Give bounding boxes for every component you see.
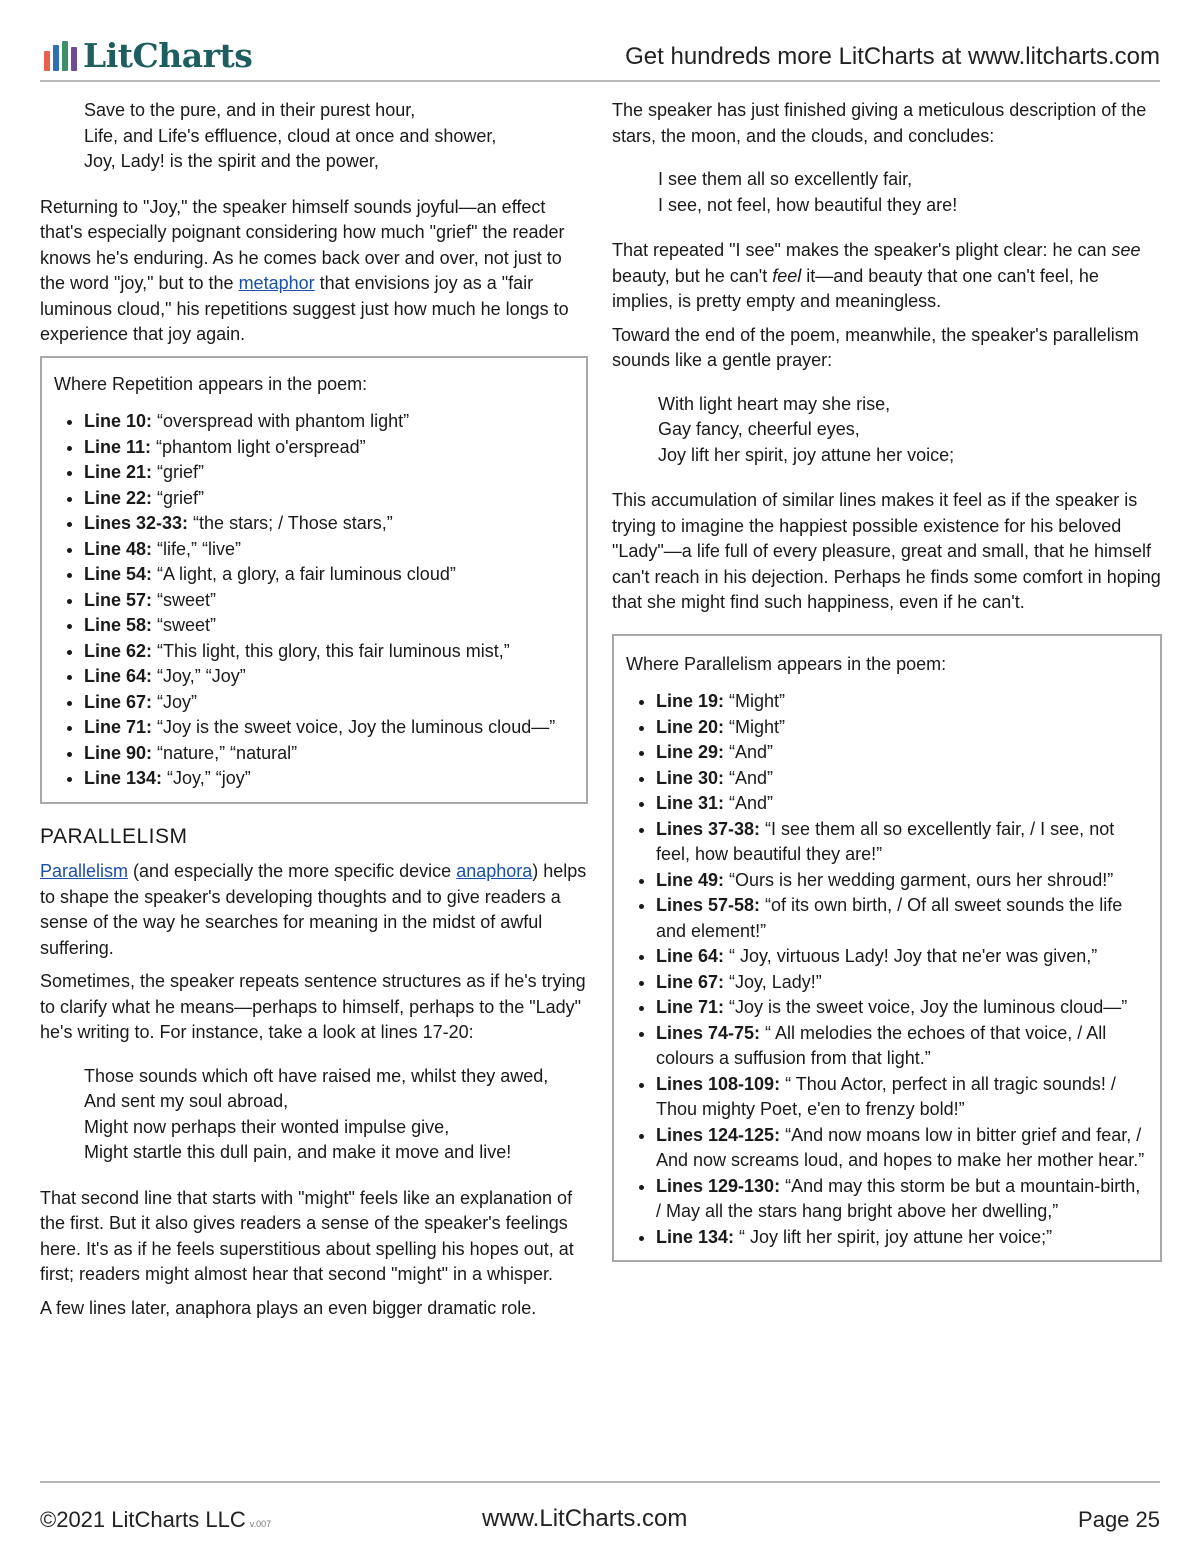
logo-bars-icon [44, 41, 77, 71]
line-reference: Line 10: [84, 411, 153, 431]
line-reference: Line 49: [656, 869, 725, 890]
quoted-text: “ Joy, virtuous Lady! Joy that ne'er was given,” [724, 946, 1098, 966]
list-item [656, 995, 1148, 1021]
quoted-text: “Joy” [152, 691, 198, 712]
version-label: v.007 [249, 1519, 272, 1529]
repetition-list [54, 409, 574, 792]
list-item [656, 689, 1148, 715]
quoted-text: “Might” [724, 716, 786, 737]
list-item [656, 893, 1148, 944]
quoted-text: “sweet” [152, 589, 217, 610]
line-reference: Line 67: [656, 971, 725, 992]
quoted-text: “And” [724, 767, 774, 788]
quoted-text: “sweet” [152, 615, 217, 635]
line-reference: Lines 37-38: [656, 818, 761, 839]
footer-url[interactable]: www.LitCharts.com [482, 1505, 688, 1532]
list-item [84, 486, 574, 512]
line-reference: Line 20: [656, 716, 725, 737]
quoted-text: “Joy is the sweet voice, Joy the luminous cloud—” [724, 997, 1128, 1017]
line-reference: Line 22: [84, 487, 153, 508]
list-item [656, 1123, 1148, 1174]
line-reference: Line 21: [84, 462, 153, 482]
quoted-text: “grief” [152, 462, 205, 482]
quote-line: Save to the pure, and in their purest hour, [84, 100, 416, 120]
list-item [84, 435, 574, 461]
line-reference: Line 64: [656, 946, 725, 966]
quoted-text: “This light, this glory, this fair luminous mist,” [152, 640, 510, 661]
list-item [84, 715, 574, 741]
line-reference: Lines 129-130: [656, 1175, 781, 1196]
list-item [656, 1021, 1148, 1072]
section-heading: PARALLELISM [40, 824, 188, 848]
quoted-text: “the stars; / Those stars,” [188, 513, 393, 533]
quoted-text: “And” [724, 742, 774, 762]
quoted-text: “Joy, Lady!” [724, 971, 822, 992]
quoted-text: “life,” “live” [152, 538, 242, 559]
line-reference: Lines 124-125: [656, 1124, 781, 1145]
quote-block [612, 167, 1162, 218]
line-reference: Line 67: [84, 691, 153, 712]
line-reference: Line 54: [84, 564, 153, 584]
metaphor-link[interactable]: metaphor [238, 273, 315, 293]
quote-line: And sent my soul abroad, [84, 1091, 289, 1111]
paragraph: Toward the end of the poem, meanwhile, the speaker's parallelism sounds like a gentle prayer: [612, 324, 1139, 370]
line-reference: Line 19: [656, 691, 725, 711]
line-reference: Line 90: [84, 742, 153, 763]
quote-line: I see, not feel, how beautiful they are! [658, 194, 958, 215]
paragraph: Sometimes, the speaker repeats sentence structures as if he's trying to clarify what he means—perhaps to himself, perhaps to the "Lady" he's writing to. For instance, take a look at lines 17-20: [40, 971, 586, 1042]
list-item [656, 868, 1148, 894]
quote-line: Life, and Life's effluence, cloud at once and shower, [84, 125, 497, 146]
header-tagline: Get hundreds more LitCharts at www.litcharts.com [625, 43, 1160, 70]
quote-line: Might startle this dull pain, and make it move and live! [84, 1142, 512, 1162]
list-item [84, 664, 574, 690]
anaphora-link[interactable]: anaphora [456, 861, 533, 881]
line-reference: Lines 74-75: [656, 1022, 761, 1043]
list-item [84, 460, 574, 486]
quote-block [40, 1064, 588, 1166]
parallelism-link[interactable]: Parallelism [40, 861, 129, 881]
list-item [656, 791, 1148, 817]
page-number: Page 25 [1078, 1507, 1160, 1532]
list-item [84, 766, 574, 792]
copyright: ©2021 LitCharts LLC v.007 [40, 1507, 272, 1532]
quoted-text: “phantom light o'erspread” [151, 436, 366, 457]
line-reference: Line 11: [84, 436, 152, 457]
quoted-text: “A light, a glory, a fair luminous cloud” [152, 564, 456, 584]
list-item [84, 613, 574, 639]
line-reference: Lines 57-58: [656, 895, 761, 915]
quoted-text: “And now moans low in bitter grief and fear, / And now screams loud, and hopes to make her mother hear.” [656, 1124, 1145, 1170]
quoted-text: “nature,” “natural” [152, 742, 298, 763]
quoted-text: “Joy,” “Joy” [152, 666, 246, 686]
quote-line: I see them all so excellently fair, [658, 169, 913, 189]
line-reference: Line 134: [84, 768, 163, 788]
quoted-text: “And” [724, 793, 774, 813]
litcharts-logo[interactable] [44, 36, 252, 75]
list-item [84, 588, 574, 614]
line-reference: Line 64: [84, 666, 153, 686]
quoted-text: “Joy is the sweet voice, Joy the luminous cloud—” [152, 717, 556, 737]
line-reference: Line 30: [656, 767, 725, 788]
list-item [656, 1174, 1148, 1225]
quoted-text: “I see them all so excellently fair, / I see, not feel, how beautiful they are!” [656, 818, 1115, 864]
quote-line: Might now perhaps their wonted impulse give, [84, 1116, 450, 1137]
line-reference: Line 31: [656, 793, 725, 813]
list-item [656, 1072, 1148, 1123]
list-item [84, 562, 574, 588]
line-reference: Line 29: [656, 742, 725, 762]
list-item [84, 690, 574, 716]
repetition-box [40, 356, 588, 804]
left-column [40, 98, 588, 1329]
line-reference: Line 71: [84, 717, 153, 737]
list-item [656, 817, 1148, 868]
quote-line: Joy, Lady! is the spirit and the power, [84, 151, 379, 171]
list-item [84, 537, 574, 563]
paragraph: That second line that starts with "might" feels like an explanation of the first. But it also gives readers a sense of the speaker's feelings here. It's as if he feels superstitious about spelling his hopes out, at first; readers might almost hear that second "might" in a whisper. [40, 1187, 574, 1284]
list-item [84, 511, 574, 537]
paragraph: The speaker has just finished giving a meticulous description of the stars, the moon, and the clouds, and concludes: [612, 100, 1147, 146]
list-item [656, 715, 1148, 741]
line-reference: Lines 32-33: [84, 513, 189, 533]
line-reference: Line 48: [84, 538, 153, 559]
quote-block [612, 392, 1162, 469]
line-reference: Line 62: [84, 640, 153, 661]
paragraph: Returning to "Joy," the speaker himself sounds joyful—an effect that's especially poignant considering how much "grief" the reader knows he's enduring. As he comes back over and over, not just to the word "joy," but to the metaphor that envisions joy as a "fair luminous cloud," his repetitions suggest just how much he longs to experience that joy again. [40, 196, 569, 344]
line-reference: Line 57: [84, 589, 153, 610]
line-reference: Line 71: [656, 997, 725, 1017]
quote-line: Joy lift her spirit, joy attune her voice; [658, 444, 955, 465]
page-footer [40, 1481, 1160, 1543]
paragraph: Parallelism (and especially the more specific device anaphora) helps to shape the speaker's developing thoughts and to give readers a sense of the way he searches for meaning in the midst of awful suffering. [40, 861, 587, 958]
list-item [84, 741, 574, 767]
quote-line: With light heart may she rise, [658, 393, 891, 414]
box-title: Where Parallelism appears in the poem: [626, 653, 947, 674]
list-item [656, 766, 1148, 792]
right-column [612, 98, 1162, 1282]
logo-text: LitCharts [83, 36, 253, 75]
quote-block [40, 98, 588, 175]
list-item [656, 944, 1148, 970]
quoted-text: “ All melodies the echoes of that voice, / All colours a suffusion from that light.” [656, 1022, 1107, 1068]
box-title: Where Repetition appears in the poem: [54, 373, 368, 394]
paragraph: That repeated "I see" makes the speaker's plight clear: he can see beauty, but he can't feel it—and beauty that one can't feel, he implies, is pretty empty and meaningless. [612, 240, 1141, 311]
quoted-text: “ Joy lift her spirit, joy attune her voice;” [734, 1226, 1053, 1247]
quoted-text: “overspread with phantom light” [152, 411, 410, 431]
quoted-text: “Might” [724, 691, 786, 711]
list-item [84, 639, 574, 665]
quote-line: Those sounds which oft have raised me, whilst they awed, [84, 1065, 549, 1086]
quoted-text: “Ours is her wedding garment, ours her shroud!” [724, 869, 1114, 890]
list-item [84, 409, 574, 435]
quoted-text: “And may this storm be but a mountain-birth, / May all the stars hang bright above her dwelling,” [656, 1175, 1141, 1221]
paragraph: A few lines later, anaphora plays an even bigger dramatic role. [40, 1297, 537, 1318]
line-reference: Line 134: [656, 1226, 735, 1247]
quoted-text: “Joy,” “joy” [162, 768, 251, 788]
quoted-text: “of its own birth, / Of all sweet sounds the life and element!” [656, 895, 1123, 941]
parallelism-list [626, 689, 1148, 1250]
quoted-text: “ Thou Actor, perfect in all tragic sounds! / Thou mighty Poet, e'en to frenzy bold!” [656, 1073, 1116, 1119]
list-item [656, 1225, 1148, 1251]
list-item [656, 970, 1148, 996]
quote-line: Gay fancy, cheerful eyes, [658, 419, 860, 439]
parallelism-box [612, 634, 1162, 1263]
paragraph: This accumulation of similar lines makes it feel as if the speaker is trying to imagine the happiest possible existence for his beloved "Lady"—a life full of every pleasure, great and small, that he himself can't reach in his dejection. Perhaps he finds some comfort in hoping that she might find such happiness, even if he can't. [612, 490, 1161, 612]
line-reference: Line 58: [84, 615, 153, 635]
line-reference: Lines 108-109: [656, 1073, 781, 1094]
page-header [40, 30, 1160, 82]
list-item [656, 740, 1148, 766]
quoted-text: “grief” [152, 487, 205, 508]
